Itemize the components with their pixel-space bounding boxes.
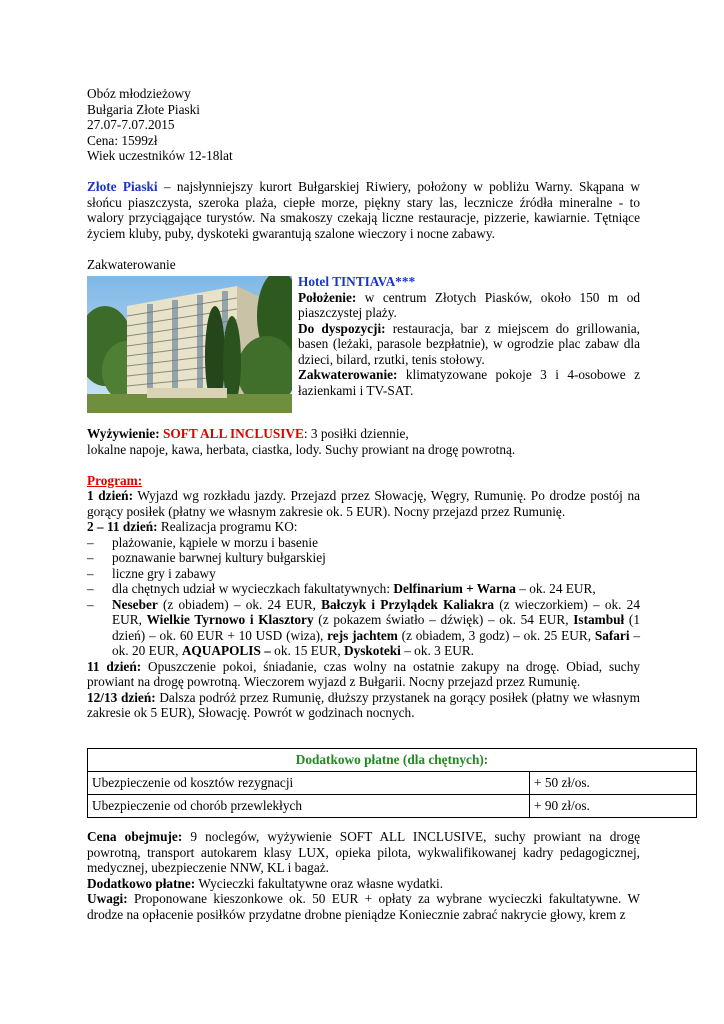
program-day-12-13: 12/13 dzień: Dalsza podróż przez Rumunię, dłuższy przystanek na gorący posiłek (płatny we własnym zakresie ok 5 EUR), Słowację. Powrót w godzinach nocnych.	[87, 689, 640, 720]
food-line: Wyżywienie: SOFT ALL INCLUSIVE: 3 posiłki dziennie,	[87, 426, 409, 441]
extras-table	[87, 748, 697, 818]
extras-price: + 50 zł/os.	[530, 772, 697, 795]
notes: Uwagi: Proponowane kieszonkowe ok. 50 EUR + opłaty za wybrane wycieczki fakultatywne. W drodze na opłacenie posiłków przydatne drobne pieniądze Koniecznie zabrać nakrycie głowy, krem z	[87, 891, 640, 922]
extras-item: Ubezpieczenie od kosztów rezygnacji	[88, 772, 530, 795]
intro-line: Wiek uczestników 12-18lat	[87, 148, 233, 163]
list-item: – poznawanie barwnej kultury bułgarskiej	[87, 550, 326, 565]
available-label: Do dyspozycji:	[298, 320, 386, 336]
location-text: w centrum Złotych Piasków, około 150 m od piaszczystej plaży.	[298, 289, 640, 320]
footer-section	[87, 829, 640, 922]
extras-item: Ubezpieczenie od chorób przewlekłych	[88, 795, 530, 818]
food-plan: SOFT ALL INCLUSIVE	[162, 426, 304, 441]
hotel-details	[298, 274, 640, 398]
available-text: restauracja, bar z miejscem do grillowania, basen (leżaki, parasole bezpłatnie), w ogrodzie plac zabaw dla dzieci, bilard, rzutki, tenis stołowy.	[298, 320, 641, 367]
program-day-11: 11 dzień: Opuszczenie pokoi, śniadanie, czas wolny na ostatnie zakupy na drogę. Obiad, suchy prowiant na drogę powrotną. Wieczorem wyjazd z Bułgarii. Nocny przejazd przez Rumunię.	[87, 658, 641, 689]
extras-table-header: Dodatkowo płatne (dla chętnych):	[88, 749, 697, 772]
table-row	[88, 795, 697, 818]
list-item: – dla chętnych udział w wycieczkach fakultatywnych: Delfinarium + Warna – ok. 24 EUR,	[87, 581, 596, 596]
intro-line: Bułgaria Złote Piaski	[87, 101, 201, 117]
resort-description: Złote Piaski – najsłynniejszy kurort Bułgarskiej Riwiery, położony w pobliżu Warny. Skąpana w słońcu piaszczysta, szeroka plaża, ciepłe morze, piękny stary las, lecznicze źródła mineralne - to walory przyciągające turystów. Na smakoszy czekają liczne restauracje, pizzerie, kawiarnie. Tętniące życiem kluby, puby, dyskoteki gwarantują szalone wieczory i nocne zabawy.	[87, 179, 640, 241]
hotel-section	[87, 274, 640, 414]
document-body	[87, 86, 640, 721]
hotel-photo	[87, 276, 292, 413]
additional-costs: Dodatkowo płatne: Wycieczki fakultatywne oraz własne wydatki.	[87, 875, 444, 891]
price-includes: Cena obejmuje: 9 noclegów, wyżywienie SOFT ALL INCLUSIVE, suchy prowiant na drogę powrotną, transport autokarem klasy LUX, opieka pilota, wykwalifikowanej kadry pedagogicznej, medycznej, ubezpieczenie NNW, KL i bagaż.	[87, 829, 641, 875]
program-heading: Program:	[87, 472, 143, 488]
program-activity-list	[87, 535, 640, 659]
accommodation-heading: Zakwaterowanie	[87, 256, 176, 272]
program-days-2-11: 2 – 11 dzień: Realizacja programu KO:	[87, 519, 298, 534]
table-row	[88, 772, 697, 795]
program-day-1: 1 dzień: Wyjazd wg rozkładu jazdy. Przejazd przez Słowację, Węgry, Rumunię. Po drodze postój na gorący posiłek (płatny we własnym zakresie ok. 5 EUR). Nocny przejazd przez Rumunię.	[87, 488, 640, 519]
food-label: Wyżywienie:	[87, 426, 160, 441]
resort-name: Złote Piaski	[87, 179, 158, 194]
intro-line: 27.07-7.07.2015	[87, 117, 175, 132]
extras-price: + 90 zł/os.	[530, 795, 697, 818]
list-item: – plażowanie, kąpiele w morzu i basenie	[87, 534, 319, 550]
list-item: – Neseber (z obiadem) – ok. 24 EUR, Bałczyk i Przylądek Kaliakra (z wieczorkiem) – ok. 24 EUR, Wielkie Tyrnowo i Klasztory (z pokazem światło – dźwięk) – ok. 54 EUR, Istambuł (1 dzień) – ok. 60 EUR + 10 USD (wiza), rejs jachtem (z obiadem, 3 godz) – ok. 25 EUR, Safari – ok. 20 EUR, AQUAPOLIS – ok. 15 EUR, Dyskoteki – ok. 3 EUR.	[87, 596, 641, 658]
food-line-2: lokalne napoje, kawa, herbata, ciastka, lody. Suchy prowiant na drogę powrotną.	[87, 441, 516, 457]
location-label: Położenie:	[298, 289, 357, 305]
rooms-label: Zakwaterowanie:	[298, 367, 398, 382]
list-item: – liczne gry i zabawy	[87, 565, 216, 581]
hotel-name: Hotel TINTIAVA***	[298, 274, 416, 289]
rooms-text: klimatyzowane pokoje 3 i 4-osobowe z łazienkami i TV-SAT.	[298, 367, 640, 398]
intro-line: Obóz młodzieżowy	[87, 86, 191, 101]
intro-line: Cena: 1599zł	[87, 132, 158, 148]
